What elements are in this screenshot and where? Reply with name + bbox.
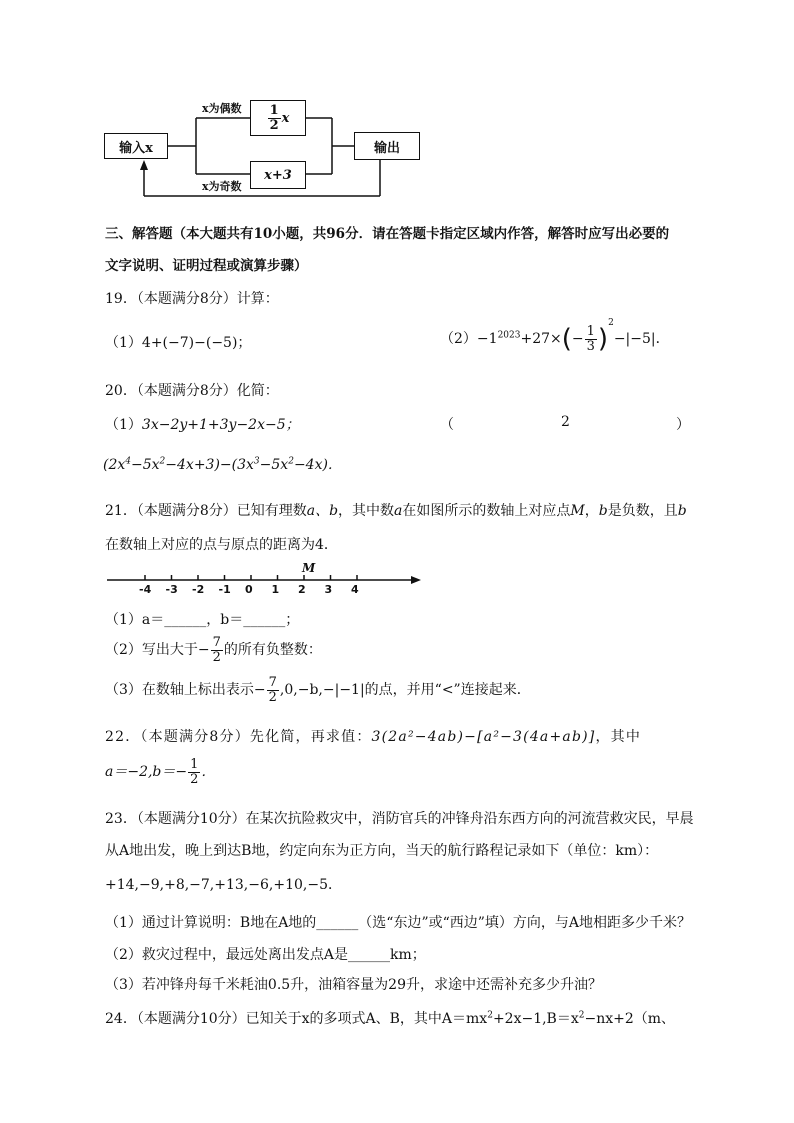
q21-l1-a: 21．（本题满分8分）已知有理数	[105, 503, 307, 519]
input-label: 输入x	[119, 140, 153, 156]
q19-part2: $(2)-1^{2023}+27\times(-$ $\frac{1}{3}$ )$^2$−|−5|．	[440, 318, 670, 354]
q19-part1	[105, 332, 251, 352]
q24-l1-e1: 2	[487, 1010, 493, 1021]
q21-l1-c: 在如图所示的数轴上对应点	[402, 503, 571, 519]
q20-title: 20．（本题满分8分）化简：	[105, 383, 279, 399]
q20-part2-expr	[103, 454, 342, 474]
axis-tick-label: 1	[271, 583, 280, 596]
q23-line2: 从A地出发，晚上到达B地，约定向东为正方向，当天的航行路程记录如下（单位：km）：	[105, 843, 659, 859]
axis-tick-label: 0	[245, 583, 253, 596]
q19-p2-minus: −	[571, 331, 584, 347]
q20-p2-e2b: 2	[288, 456, 294, 467]
q22-l1-b: ，其中	[595, 729, 642, 745]
q21-p2-b: 的所有负整数：	[223, 642, 322, 659]
q20-p2-d: −5x	[259, 457, 289, 473]
q24-l1-b: +2x−1,B＝x	[492, 1011, 579, 1027]
q20-p2-close: ）	[676, 417, 690, 433]
half-var: x	[281, 110, 290, 126]
q20-p2-a: (2x	[103, 457, 126, 473]
input-box	[104, 133, 168, 159]
q22-l2-num: 1	[190, 757, 199, 772]
q22-l2-fraction	[188, 758, 200, 786]
q21-p2-den: 2	[212, 649, 221, 665]
half-denominator: 2	[269, 117, 279, 133]
q19-title: 19．（本题满分8分）计算：	[105, 291, 279, 307]
half-numerator: 1	[269, 102, 279, 118]
q22-l1-expr: 3(2a²−4ab)−[a²−3(4a+ab)]	[371, 729, 596, 745]
q21-part2	[105, 636, 322, 664]
even-label: x为偶数	[202, 102, 242, 115]
q21-l1-b2: b	[598, 503, 608, 519]
q21-p2-fraction	[211, 636, 223, 664]
q22-line1	[105, 726, 641, 746]
q21-p3-den: 2	[268, 689, 277, 705]
q19-p2-fraction	[585, 325, 597, 353]
q19-p1-expr: 4+(−7)−(−5)；	[141, 335, 252, 351]
axis-tick-label: -2	[192, 583, 205, 596]
q21-l1-d: ，	[584, 503, 599, 519]
q19-p2-den: 3	[586, 338, 595, 354]
axis-tick-label: 4	[351, 583, 359, 596]
q24-line1	[105, 1008, 675, 1028]
q19-p2-sq: 2	[608, 318, 614, 328]
q20-p2-e3: 3	[253, 456, 260, 467]
q20-p2-e: −4x)．	[293, 457, 342, 473]
q22-l1-a: 22．（本题满分8分）先化简，再求值：	[105, 729, 372, 745]
q19-p2-c: −|−5|．	[613, 331, 670, 347]
section3-line2: 文字说明、证明过程或演算步骤）	[105, 258, 308, 274]
q21-l1-a2: a	[394, 503, 403, 519]
q21-p3-num: 7	[268, 675, 277, 690]
axis-M-label: M	[302, 561, 316, 575]
section3-line1: 三、解答题（本大题共有10小题，共96分．请在答题卡指定区域内作答，解答时应写出必要的	[105, 226, 670, 242]
q24-l1-c: −nx+2（m、	[584, 1011, 676, 1027]
q20-p2-e2a: 2	[159, 456, 166, 467]
q19-p1-label: （1）	[105, 335, 142, 351]
q23-line3: +14,−9,+8,−7,+13,−6,+10,−5．	[105, 877, 342, 893]
q24-l1-a: 24．（本题满分10分）已知关于x的多项式A、B，其中A＝mx	[105, 1011, 488, 1027]
q21-l1-b3: b	[677, 503, 687, 519]
plus3-box	[250, 161, 306, 189]
q22-l2-den: 2	[190, 771, 199, 787]
q21-part3	[105, 676, 531, 704]
q20-p1-label: （1）	[105, 417, 142, 433]
q20-p2-e4: 4	[125, 456, 131, 467]
q21-l1-M: M	[570, 503, 585, 519]
output-label: 输出	[373, 140, 400, 156]
q23-line1: 23．（本题满分10分）在某次抗险救灾中，消防官兵的冲锋舟沿东西方向的河流营救灾民，早晨	[105, 811, 694, 827]
q22-line2	[105, 758, 215, 786]
axis-tick-label: -1	[218, 583, 231, 596]
q21-part1: （1）a＝______，b＝______；	[105, 612, 300, 628]
half-box	[250, 100, 306, 136]
q21-p3-a: （3）在数轴上标出表示−	[105, 682, 266, 699]
q21-p2-a: （2）写出大于−	[105, 642, 210, 659]
output-box	[354, 132, 420, 160]
q20-p2-c: −4x+3)−(3x	[165, 457, 254, 473]
q20-p2-num: 2	[561, 414, 570, 430]
axis-tick-label: -4	[139, 583, 152, 596]
q21-line1	[105, 500, 687, 520]
axis-tick-label: 2	[298, 583, 306, 596]
q22-l2-b: ．	[201, 764, 216, 781]
q23-part2: （2）救灾过程中，最远处离出发点A是______km；	[105, 947, 426, 963]
q21-p3-fraction	[267, 676, 279, 704]
q19-p2-b: +27×	[520, 331, 562, 347]
q22-l2-a: a＝−2,b＝−	[105, 764, 188, 781]
number-line	[105, 561, 425, 604]
q19-p2-exp: 2023	[497, 330, 521, 341]
q21-line2: 在数轴上对应的点与原点的距离为4．	[105, 537, 338, 553]
q20-part1	[105, 414, 300, 434]
q20-p1-expr: 3x−2y+1+3y−2x−5；	[141, 417, 300, 433]
q19-p2-label: （2）	[440, 331, 477, 347]
q21-p2-num: 7	[212, 635, 221, 650]
q23-part1: （1）通过计算说明：B地在A地的______（选“东边”或“西边”填）方向，与A地相距多少千米？	[105, 915, 692, 931]
q20-p2-b: −5x	[131, 457, 160, 473]
q21-l1-b: ，其中数	[338, 503, 395, 519]
plus3-label: x+3	[264, 167, 292, 183]
half-fraction	[268, 104, 281, 132]
flowchart	[100, 88, 430, 208]
q24-l1-e2: 2	[578, 1010, 585, 1021]
q19-p2-num: 1	[586, 323, 595, 339]
q21-l1-vars: a、b	[306, 503, 339, 519]
odd-label: x为奇数	[202, 180, 242, 193]
q20-p2-open: （	[440, 417, 454, 433]
q21-p3-b: ,0,−b,−|−1|的点，并用“<”连接起来．	[279, 682, 531, 699]
axis-tick-label: 3	[324, 583, 333, 596]
number-line-svg	[105, 564, 425, 604]
axis-tick-label: -3	[165, 583, 178, 596]
q19-p2-a: −1	[476, 331, 498, 347]
q21-l1-e: 是负数，且	[607, 503, 678, 519]
q23-part3: （3）若冲锋舟每千米耗油0.5升，油箱容量为29升，求途中还需补充多少升油？	[105, 977, 602, 993]
